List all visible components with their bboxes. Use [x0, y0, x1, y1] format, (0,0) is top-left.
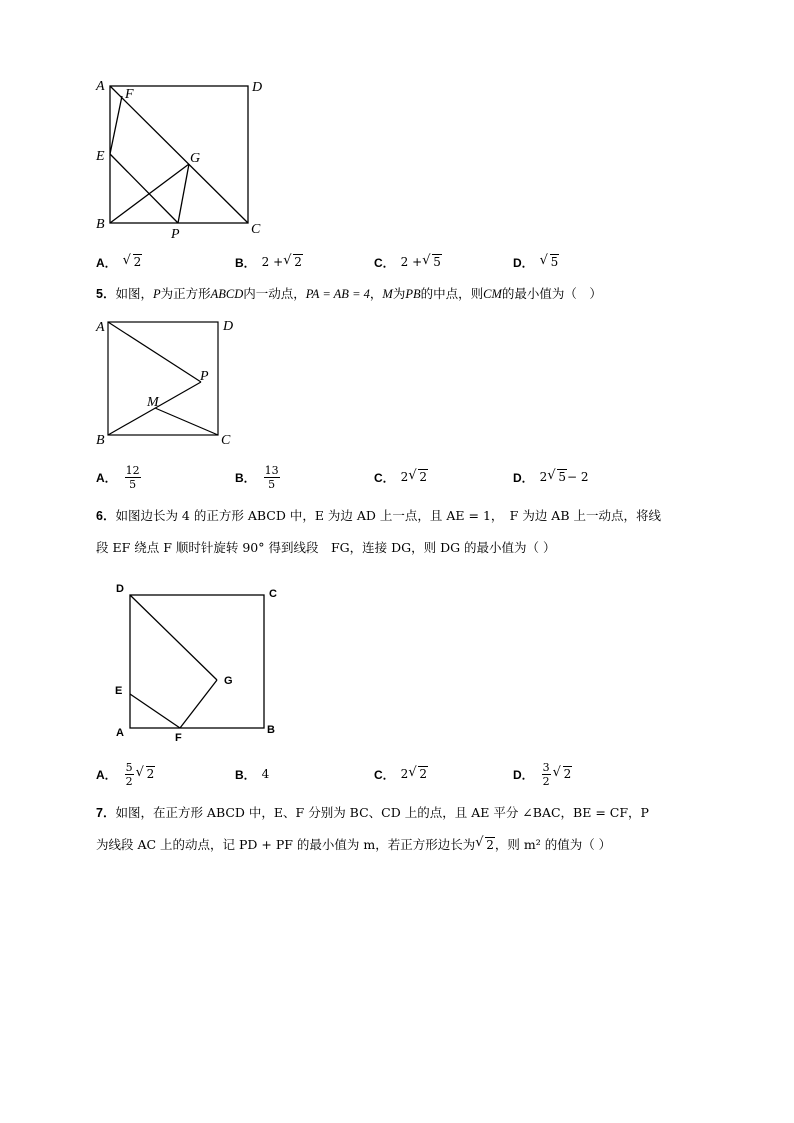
q6-line-1: 6．如图边长为 4 的正方形 ABCD 中，E 为边 AD 上一点，且 AE = 1， F 为边 AB 上一动点，将线 [96, 508, 661, 523]
q6-line-2: 段 EF 绕点 F 顺时针旋转 90° 得到线段 FG，连接 DG，则 DG 的最小值为（ ） [96, 540, 556, 555]
sqrt-symbol: √ 2 [284, 255, 303, 269]
q4-segment-ep [110, 154, 178, 223]
q4-option-d[interactable]: D． √ 5 [513, 247, 559, 277]
q4-label-f: F [125, 87, 134, 102]
q5-label-p: P [200, 369, 209, 384]
q4-option-b[interactable]: B． 2 + √ 2 [235, 247, 303, 277]
q6-label-c: C [269, 588, 277, 600]
q4-label-g: G [190, 151, 201, 166]
q5-option-c[interactable]: C． 2 √ 2 [374, 462, 428, 492]
sqrt-symbol: √ 5 [541, 255, 560, 269]
sqrt-symbol: √ 5 [423, 255, 442, 269]
q6-label-g: G [224, 675, 233, 687]
sqrt-symbol: √ 2 [409, 470, 428, 484]
sqrt-symbol: √ 2 [137, 767, 156, 781]
q6-label-f: F [175, 732, 182, 744]
q7-question [96, 797, 706, 861]
q4-figure [90, 76, 280, 242]
q4-segment-fe [110, 96, 122, 154]
q6-option-c[interactable]: C． 2 √ 2 [374, 759, 428, 789]
q5-label-c: C [221, 433, 231, 448]
q6-segment-fg [180, 680, 217, 728]
q4-label-a: A [96, 79, 105, 94]
q5-segment-mc [155, 408, 218, 435]
fraction: $\frac{5}{2}$ [125, 760, 133, 788]
fraction: $\frac{12}{5}$ [125, 463, 140, 491]
q4-label-e: E [96, 149, 105, 164]
q6-label-b: B [267, 724, 275, 736]
q6-label-e: E [115, 685, 123, 697]
q4-option-c[interactable]: C． 2 + √ 5 [374, 247, 442, 277]
fraction: $\frac{3}{2}$ [542, 760, 550, 788]
q5-label-b: B [96, 433, 105, 448]
q6-label-a: A [116, 727, 124, 739]
q5-option-b[interactable]: B． $\frac{13}{5}$ [235, 463, 279, 491]
q6-segment-ef [130, 694, 180, 728]
q6-option-a[interactable]: A． $\frac{5}{2}$ √ 2 [96, 759, 155, 789]
q5-label-a: A [96, 320, 105, 335]
q5-segment-ap [108, 322, 201, 382]
q7-line-1: 7．如图，在正方形 ABCD 中，E、F 分别为 BC、CD 上的点，且 AE 平分 ∠BAC，BE = CF，P [96, 805, 649, 820]
sqrt-symbol: √ 2 [124, 255, 143, 269]
q5-figure [90, 314, 240, 450]
q6-label-d: D [116, 583, 124, 595]
q5-options [96, 462, 656, 492]
q4-label-p: P [171, 227, 180, 242]
q6-option-b[interactable]: B． 4 [235, 767, 270, 782]
q4-diagonal-ac [110, 86, 248, 223]
fraction: $\frac{13}{5}$ [264, 463, 279, 491]
q4-options [96, 247, 656, 277]
q6-option-d[interactable]: D． $\frac{3}{2}$ √ 2 [513, 759, 572, 789]
q4-label-c: C [251, 222, 261, 237]
q6-question [96, 500, 706, 563]
q6-segment-dg [130, 595, 217, 680]
q5-option-d[interactable]: D． 2 √ 5 − 2 [513, 462, 588, 492]
q4-label-b: B [96, 217, 105, 232]
q4-segment-gp [178, 164, 189, 223]
sqrt-symbol: √ 2 [554, 767, 573, 781]
q4-option-a[interactable]: A． √ 2 [96, 247, 142, 277]
q5-question: 5．如图，P为正方形ABCD内一动点，PA = AB = 4，M为PB的中点，则CM的最小值为（ ） [96, 286, 602, 301]
q4-label-d: D [252, 80, 263, 95]
q5-label-d: D [223, 319, 234, 334]
sqrt-symbol: √ 5 [548, 470, 567, 484]
q6-options [96, 759, 656, 789]
sqrt-symbol: √ 2 [476, 829, 495, 861]
q5-option-a[interactable]: A． $\frac{12}{5}$ [96, 463, 140, 491]
q5-label-m: M [147, 395, 159, 410]
q6-figure [108, 580, 288, 746]
sqrt-symbol: √ 2 [409, 767, 428, 781]
q4-segment-bg [110, 164, 189, 223]
q7-line-2: 为线段 AC 上的动点，记 PD + PF 的最小值为 m，若正方形边长为√ 2，则 m² 的值为（ ） [96, 829, 706, 861]
